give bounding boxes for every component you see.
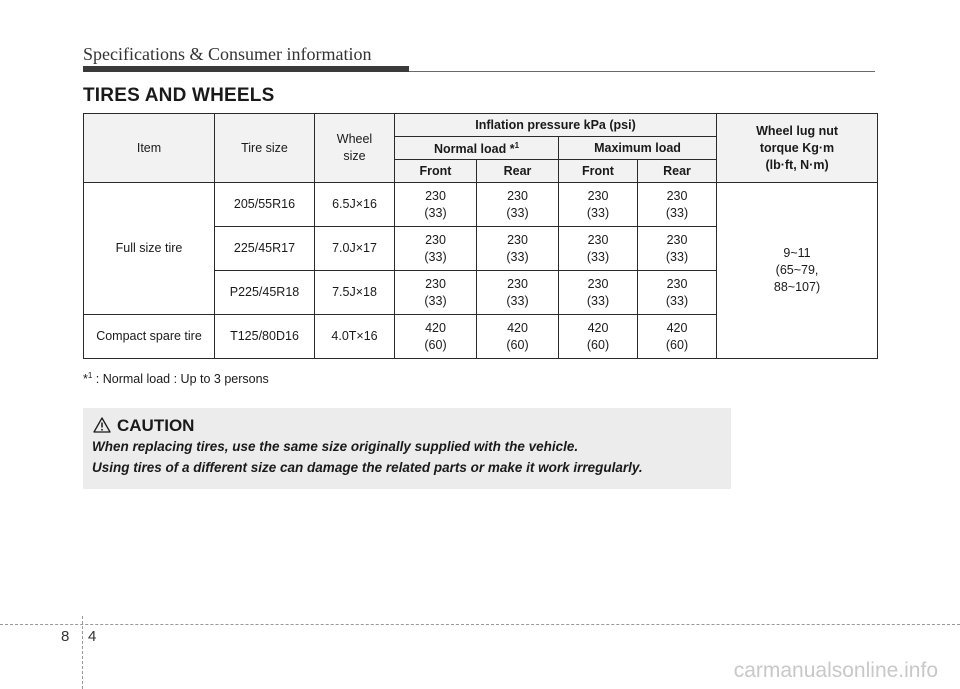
footer-divider <box>0 624 960 625</box>
header-wheel-size: Wheel size <box>315 114 395 183</box>
header-bar <box>83 66 409 72</box>
pressure-cell: 420 (60) <box>395 315 477 359</box>
pressure-cell: 230 (33) <box>477 271 559 315</box>
caution-box <box>83 408 731 489</box>
pressure-cell: 230 (33) <box>395 183 477 227</box>
wheel-size-cell: 7.5J×18 <box>315 271 395 315</box>
pressure-cell: 230 (33) <box>638 227 717 271</box>
footer-vertical-divider <box>82 616 83 689</box>
pressure-cell: 420 (60) <box>638 315 717 359</box>
header-normal-rear: Rear <box>477 160 559 183</box>
pressure-cell: 230 (33) <box>395 227 477 271</box>
header-title: Specifications & Consumer information <box>83 44 372 64</box>
group-compact-spare: Compact spare tire <box>84 315 215 359</box>
lug-torque-value: 9~11 (65~79, 88~107) <box>717 183 878 359</box>
header-rule <box>409 71 875 72</box>
pressure-cell: 230 (33) <box>477 227 559 271</box>
chapter-number: 8 <box>61 628 70 645</box>
tire-size-cell: 205/55R16 <box>215 183 315 227</box>
caution-text-line-2: Using tires of a different size can damage the related parts or make it work irregularly. <box>92 460 643 475</box>
header-inflation: Inflation pressure kPa (psi) <box>395 114 717 137</box>
caution-text-line-1: When replacing tires, use the same size originally supplied with the vehicle. <box>92 439 579 454</box>
header-max-rear: Rear <box>638 160 717 183</box>
tire-size-cell: T125/80D16 <box>215 315 315 359</box>
watermark: carmanualsonline.info <box>733 659 938 682</box>
pressure-cell: 420 (60) <box>559 315 638 359</box>
header-lug-torque: Wheel lug nut torque Kg·m (lb·ft, N·m) <box>717 114 878 183</box>
section-title: TIRES AND WHEELS <box>83 85 275 106</box>
pressure-cell: 230 (33) <box>559 227 638 271</box>
tire-size-cell: 225/45R17 <box>215 227 315 271</box>
table-row <box>84 183 878 227</box>
group-full-size: Full size tire <box>84 183 215 315</box>
pressure-cell: 230 (33) <box>638 183 717 227</box>
pressure-cell: 230 (33) <box>477 183 559 227</box>
pressure-cell: 420 (60) <box>477 315 559 359</box>
wheel-size-cell: 6.5J×16 <box>315 183 395 227</box>
header-normal-front: Front <box>395 160 477 183</box>
header-item: Item <box>84 114 215 183</box>
warning-triangle-icon <box>93 417 111 433</box>
pressure-cell: 230 (33) <box>559 183 638 227</box>
header-max-load: Maximum load <box>559 137 717 160</box>
header-max-front: Front <box>559 160 638 183</box>
pressure-cell: 230 (33) <box>559 271 638 315</box>
header-tire-size: Tire size <box>215 114 315 183</box>
tire-spec-table <box>83 113 878 359</box>
wheel-size-cell: 7.0J×17 <box>315 227 395 271</box>
pressure-cell: 230 (33) <box>638 271 717 315</box>
footnote: *$^1$ : Normal load : Up to 3 persons <box>83 371 269 387</box>
pressure-cell: 230 (33) <box>395 271 477 315</box>
tire-size-cell: P225/45R18 <box>215 271 315 315</box>
caution-heading: CAUTION <box>93 416 194 436</box>
wheel-size-cell: 4.0T×16 <box>315 315 395 359</box>
header-normal-load: Normal load *$^1$ <box>395 137 559 160</box>
page-number: 4 <box>88 628 97 645</box>
